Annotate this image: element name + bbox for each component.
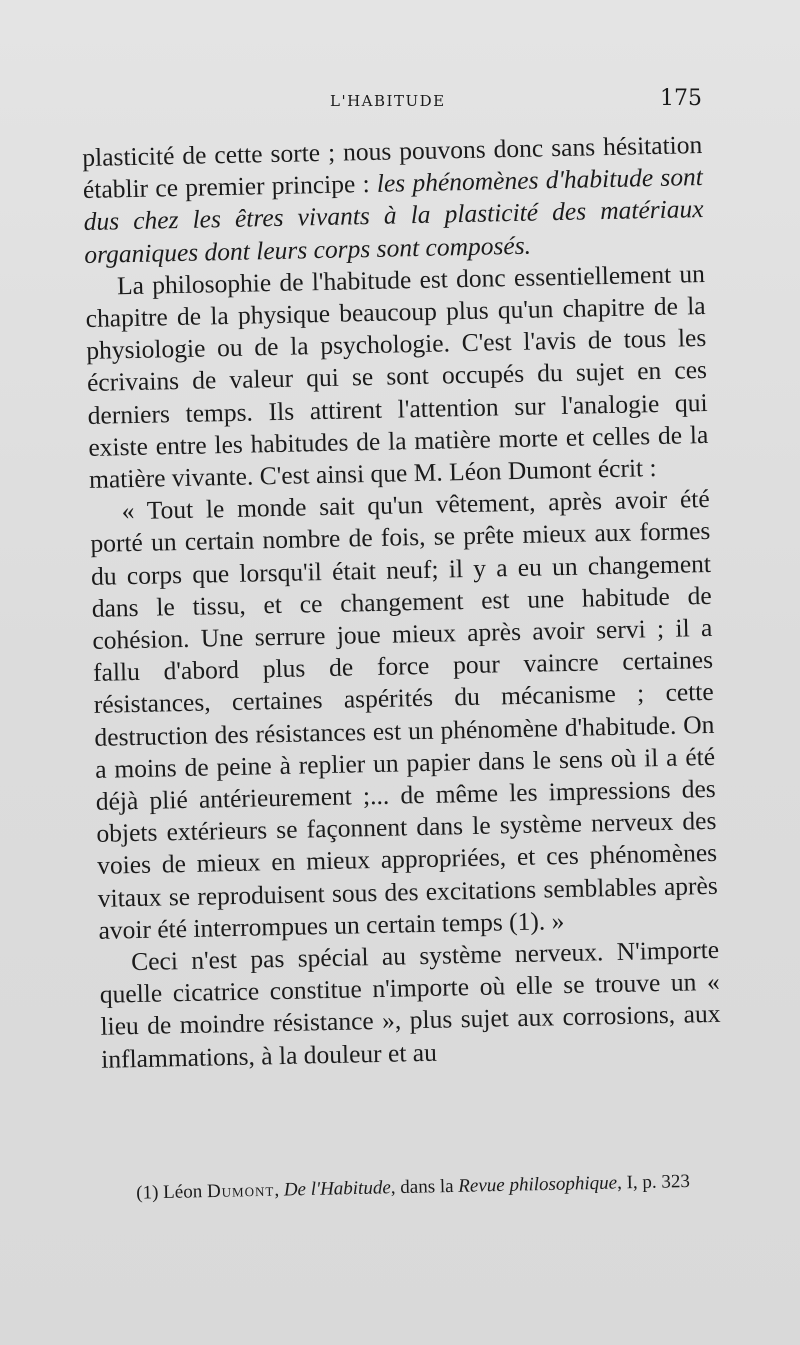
paragraph-4: Ceci n'est pas spécial au système nerveux. N'importe quelle cicatrice constitue n'importe où elle se trouve un « lieu de moindre résistance », plus sujet aux corrosions, aux inflammations, à la douleur et au: [99, 934, 721, 1074]
paragraph-2: La philosophie de l'habitude est donc essentiellement un chapitre de la physique beaucoup plus qu'un chapitre de la physiologie ou de la psychologie. C'est l'avis de tous les écrivains de valeur qui se sont occupés du sujet en ces derniers temps. Ils attirent l'attention sur l'analogie qui existe entre les habitudes de la matière morte et celles de la matière vivante. C'est ainsi que M. Léon Dumont écrit :: [85, 258, 709, 494]
paragraph-1-lead: plasticité de cette sorte ; nous pouvons donc sans hésitation établir ce premier principe :: [82, 130, 703, 205]
footnote: [116, 1167, 731, 1208]
quotation-paragraph: « Tout le monde sait qu'un vêtement, après avoir été porté un certain nombre de fois, se prête mieux aux formes du corps que lorsqu'il était neuf; il y a eu un changement dans le tissu, et ce changement est une habitude de cohésion. Une serrure joue mieux après avoir servi ; il a fallu d'abord plus de force pour vaincre certaines résistances, certaines aspérités du mécanisme ; cette destruction des résistances est un phénomène d'habitude. On a moins de peine à replier un papier dans le sens où il a été déjà plié antérieurement ;... de même les impressions des objets extérieurs se façonnent dans le système nerveux des voies de mieux en mieux appropriées, et ces phénomènes vitaux se reproduisent sous des excitations semblables après avoir été interrompues un certain temps (1). »: [90, 484, 719, 945]
principle-emphasis: les phénomènes d'habitude sont dus chez les êtres vivants à la plasticité des matériaux organiques dont leurs corps sont composés.: [83, 162, 704, 269]
page-number: 175: [660, 86, 702, 111]
footnote-middle: , dans la: [390, 1175, 459, 1199]
footnote-marker: (1) Léon: [136, 1181, 208, 1204]
running-title: L'HABITUDE: [330, 92, 446, 110]
paragraph-1: [82, 129, 705, 271]
body-text: [82, 129, 721, 1076]
footnote-journal: Revue philosophique: [458, 1172, 618, 1197]
footnote-work-title: De l'Habitude: [283, 1177, 392, 1201]
footnote-comma: ,: [274, 1179, 285, 1201]
footnote-author: Dumont: [206, 1179, 275, 1203]
footnote-tail: , I, p. 323: [616, 1170, 691, 1194]
